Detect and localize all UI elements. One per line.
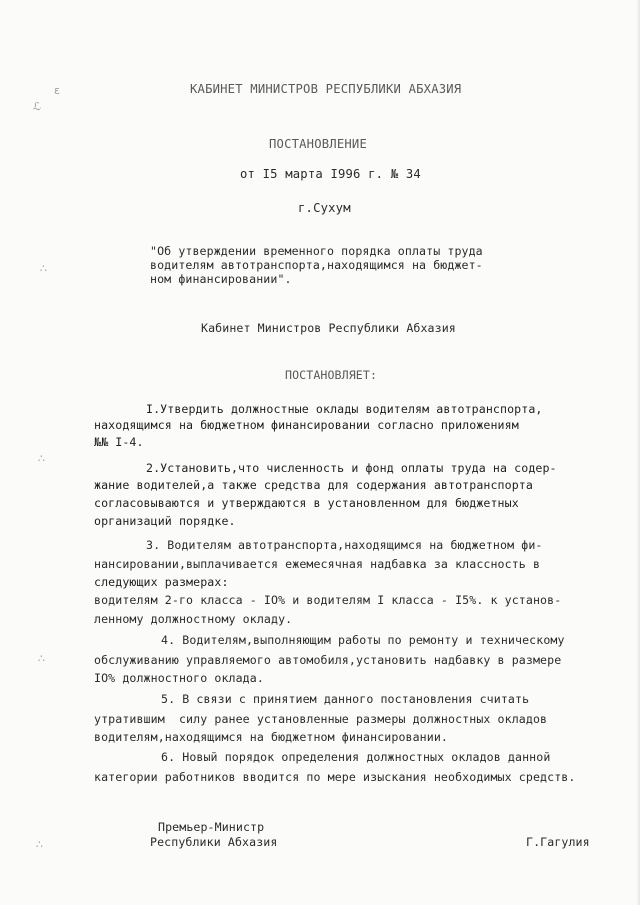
subject-line: ном финансировании". [150, 272, 292, 286]
document-type-heading: ПОСТАНОВЛЕНИЕ [269, 137, 367, 151]
margin-mark: ∴ [36, 838, 43, 851]
body-line: водителям,находящимся на бюджетном финансировании. [94, 730, 449, 744]
margin-mark: ∴ [38, 452, 45, 465]
margin-mark: ε [54, 84, 60, 97]
organization-heading: КАБИНЕТ МИНИСТРОВ РЕСПУБЛИКИ АБХАЗИЯ [190, 82, 462, 96]
body-line: нансировании,выплачивается ежемесячная надбавка за классность в [94, 557, 541, 571]
body-line: утратившим силу ранее установленные размеры должностных окладов [94, 712, 548, 726]
body-line: организаций порядке. [94, 514, 236, 528]
body-line: согласовываются и утверждаются в установленном для бюджетных [94, 496, 519, 510]
body-line: ленному должностному окладу. [94, 612, 293, 626]
body-line: №№ I-4. [94, 435, 144, 449]
margin-mark: ℒ [33, 100, 41, 113]
body-line: водителям 2-го класса - IO% и водителям I класса - I5%. к установ- [94, 593, 562, 607]
margin-mark: ∴ [40, 262, 47, 275]
signatory-title: Республики Абхазия [150, 835, 278, 849]
issuing-authority: Кабинет Министров Республики Абхазия [201, 321, 456, 335]
body-line: жание водителей,а также средства для содержания автотранспорта [94, 478, 533, 492]
body-line: 5. В связи с принятием данного постановления считать [161, 692, 530, 706]
document-date-line: от I5 марта I996 г. № 34 [240, 167, 421, 181]
body-line: 4. Водителям,выполняющим работы по ремонту и техническому [161, 633, 565, 647]
body-line: обслуживанию управляемого автомобиля,установить надбавку в размере [94, 653, 562, 667]
document-city: г.Сухум [298, 201, 351, 215]
signatory-name: Г.Гагулия [526, 835, 590, 849]
body-line: категории работников вводится по мере изыскания необходимых средств. [94, 770, 576, 784]
signatory-title: Премьер-Министр [158, 820, 265, 834]
body-line: 2.Установить,что численность и фонд оплаты труда на содер- [146, 461, 557, 475]
body-line: I.Утвердить должностные оклады водителям автотранспорта, [146, 402, 543, 416]
body-line: следующих размерах: [94, 575, 229, 589]
body-line: 3. Водителям автотранспорта,находящимся на бюджетном фи- [146, 538, 543, 552]
body-line: IO% должностного оклада. [94, 671, 264, 685]
subject-line: "Об утверждении временного порядка оплаты труда [150, 244, 483, 258]
margin-mark: ∴ [38, 652, 45, 665]
body-line: 6. Новый порядок определения должностных окладов данной [161, 750, 551, 764]
body-line: находящимся на бюджетном финансировании согласно приложениям [94, 418, 519, 432]
subject-line: водителям автотранспорта,находящимся на бюджет- [150, 258, 483, 272]
decree-word: ПОСТАНОВЛЯЕТ: [285, 368, 378, 382]
